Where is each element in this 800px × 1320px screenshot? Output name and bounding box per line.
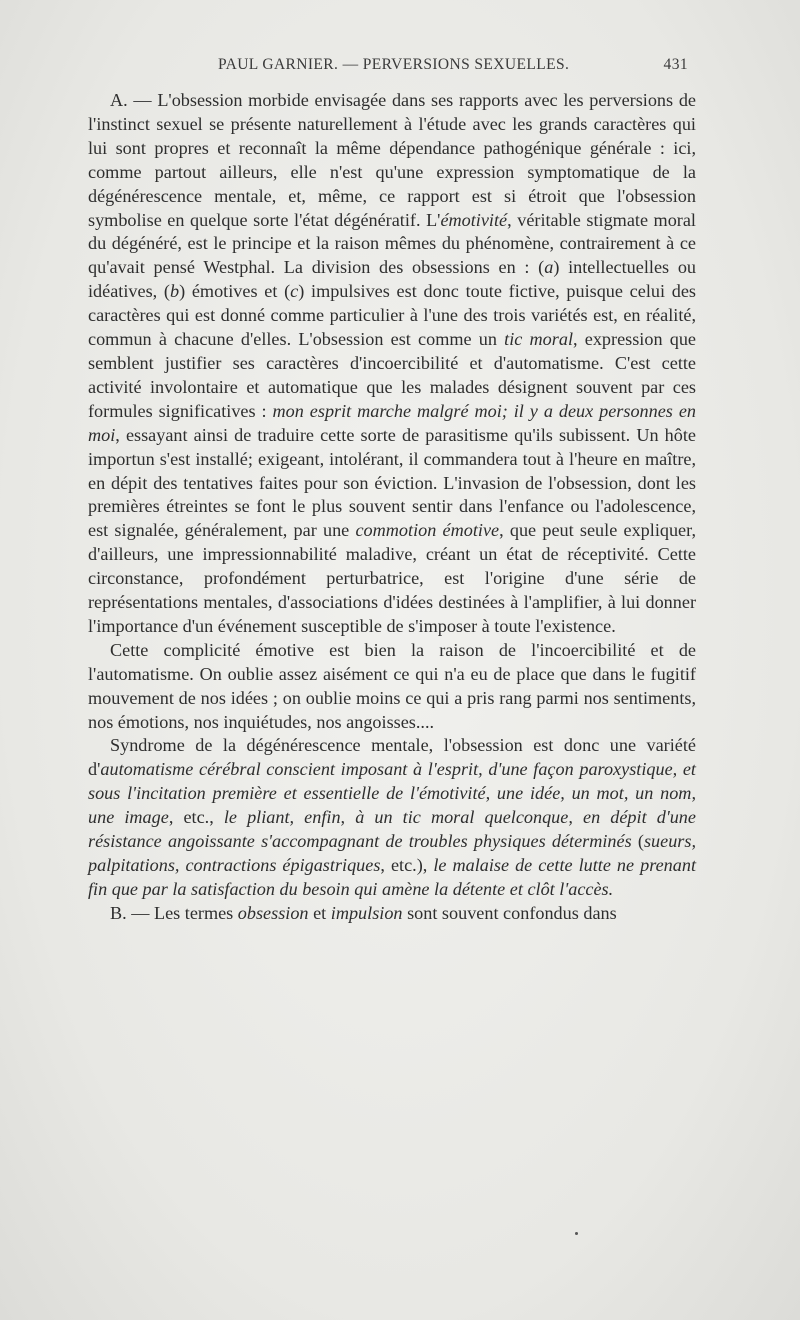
text-run: et xyxy=(308,902,331,923)
paragraph-a xyxy=(88,89,696,639)
italic-run: sueurs, palpitations, contractions épigastriques xyxy=(88,831,696,875)
italic-run: le pliant, enfin, à un tic moral quelconque, en dépit d'une résistance angoissante s'accompagnant de troubles physiques déterminés xyxy=(88,807,696,852)
italic-run: le malaise de cette lutte ne prenant fin que par la satisfaction du besoin qui amène la détente et clôt l'accès. xyxy=(88,855,696,899)
paragraph-syndrome xyxy=(88,734,696,901)
text-run: ) impulsives est donc toute fictive, puisque celui des caractères qui est donné comme particulier à l'une des trois variétés est, en réalité, commun à chacune d'elles. L'obsession est comme un xyxy=(88,281,697,350)
ink-speck xyxy=(575,1232,578,1235)
italic-run: b xyxy=(169,281,180,302)
page-number: 431 xyxy=(663,56,688,73)
italic-run: émotivité xyxy=(440,209,508,230)
body-text xyxy=(88,89,696,926)
text-run: A. — L'obsession morbide envisagée dans ses rapports avec les perversions de l'instinct sexuel se présente naturellement à l'étude avec les grands caractères qui lui sont propres et reconnaît la même dépendance pathogénique générale : ici, comme partout ailleurs, elle n'est qu'une expression symptomatique de la dégénérescence mentale, et, même, ce rapport est si étroit que l'obsession symbolise en quelque sorte l'état dégénératif. L' xyxy=(88,90,696,230)
text-run: , véritable stigmate moral du dégénéré, est le principe et la raison mêmes du phénomène, contrairement à ce qu'avait pensé Westphal. La division des obsessions en : ( xyxy=(88,209,696,278)
italic-run: automatisme cérébral conscient imposant à l'esprit, d'une façon paroxystique, et sous l'incitation première et essentielle de l'émotivité, une idée, un mot, un nom, une image xyxy=(88,759,696,828)
text-run: , essayant ainsi de traduire cette sorte de parasitisme qu'ils subissent. Un hôte importun s'est installé; exigeant, intolérant, il commandera tout à l'heure en maître, en dépit des tentatives faites pour son éviction. L'invasion de l'obsession, dont les premières étreintes se font le plus souvent sentir dans l'enfance ou l'adolescence, est signalée, généralement, par une xyxy=(88,424,696,541)
italic-run: tic moral xyxy=(504,329,574,350)
text-run: B. — Les termes xyxy=(110,902,238,923)
text-run: , etc.), xyxy=(380,855,434,875)
text-run: Cette complicité émotive est bien la raison de l'incoercibilité et de l'automatisme. On oublie assez aisément ce qui n'a eu de place que dans le fugitif mouvement de nos idées ; on oublie moins ce qui a pris rang parmi nos sentiments, nos émotions, nos inquiétudes, nos angoisses.... xyxy=(88,639,696,732)
italic-run: impulsion xyxy=(330,902,403,923)
italic-run: obsession xyxy=(237,902,309,923)
paragraph-complicite xyxy=(88,639,696,735)
paragraph-b xyxy=(88,902,696,926)
text-run: Syndrome de la dégénérescence mentale, l'obsession est donc une variété d' xyxy=(88,735,696,780)
italic-run: mon esprit marche malgré moi; il y a deux personnes en moi xyxy=(88,400,696,445)
italic-run: c xyxy=(290,281,299,302)
running-title: PAUL GARNIER. — PERVERSIONS SEXUELLES. xyxy=(218,56,570,73)
italic-run: commotion émotive xyxy=(355,520,500,541)
text-run: ( xyxy=(631,831,644,852)
text-run: ) émotives et ( xyxy=(179,281,291,302)
text-run: , expression que semblent justifier ses caractères d'incoercibilité et d'automatisme. C'est cette activité involontaire et automatique que les malades désignent souvent par ces formules significatives : xyxy=(88,329,697,421)
text-run: ) intellectuelles ou idéatives, ( xyxy=(88,257,697,302)
text-run: , que peut seule expliquer, d'ailleurs, une impressionnabilité maladive, créant un état de réceptivité. Cette circonstance, profondément perturbatrice, est l'origine d'une série de représentations mentales, d'associations d'idées destinées à l'amplifier, à lui donner l'importance d'un événement susceptible de s'imposer à toute l'existence. xyxy=(88,520,697,636)
text-run: sont souvent confondus dans xyxy=(402,902,617,923)
text-run: , etc., xyxy=(168,807,224,828)
italic-run: a xyxy=(544,257,554,278)
